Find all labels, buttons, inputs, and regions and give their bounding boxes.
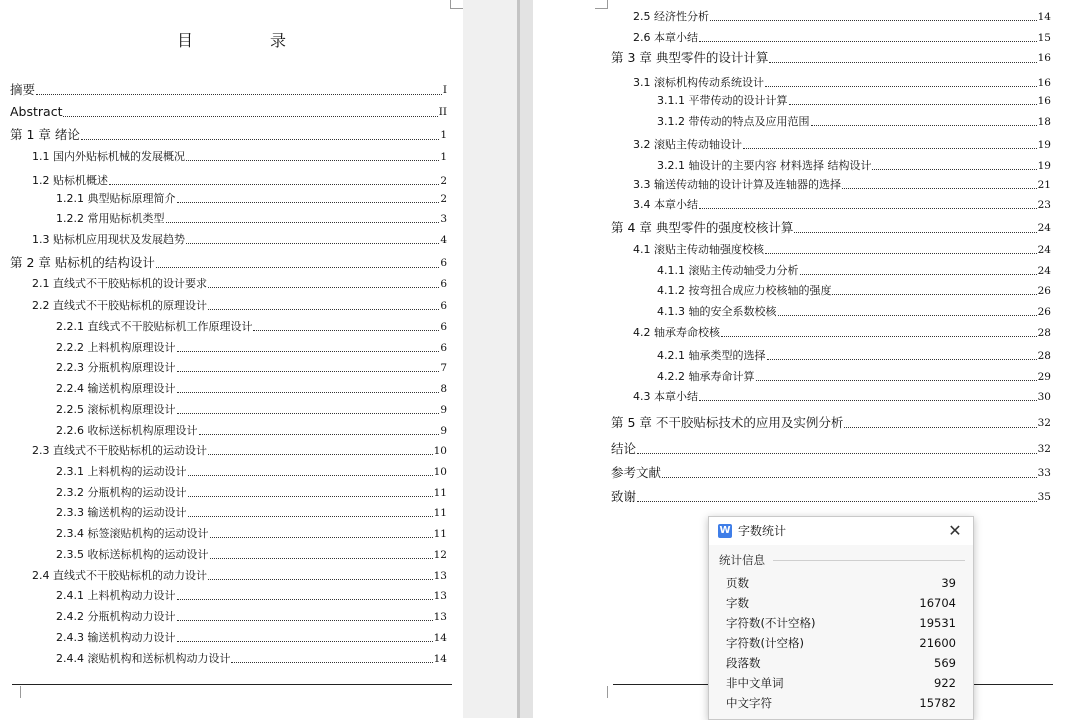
toc-leader-dots <box>662 477 1037 478</box>
toc-entry[interactable] <box>633 390 1051 404</box>
toc-entry-text: 2.1 直线式不干胶贴标机的设计要求 <box>32 277 207 290</box>
toc-leader-dots <box>767 359 1037 360</box>
toc-entry-text: 4.2.2 轴承寿命计算 <box>657 370 755 383</box>
toc-page-number: 23 <box>1037 199 1051 211</box>
toc-entry[interactable] <box>56 548 447 562</box>
toc-entry[interactable] <box>633 198 1051 212</box>
toc-entry[interactable] <box>56 589 447 603</box>
toc-leader-dots <box>253 330 439 331</box>
toc-page-number: 16 <box>1037 52 1051 64</box>
toc-leader-dots <box>637 453 1037 454</box>
toc-page-number: 32 <box>1037 443 1051 455</box>
margin-corner-mark <box>595 686 608 698</box>
toc-entry-text: 2.4.4 滚贴机构和送标机构动力设计 <box>56 652 231 665</box>
toc-entry[interactable] <box>56 424 447 438</box>
toc-entry-text: 2.4 直线式不干胶贴标机的动力设计 <box>32 569 207 582</box>
toc-entry-text: 2.3.5 收标送标机构的运动设计 <box>56 548 209 561</box>
toc-entry-text: 4.3 本章小结 <box>633 390 698 403</box>
toc-entry-text: 3.1.1 平带传动的设计计算 <box>657 94 788 107</box>
toc-entry[interactable] <box>56 506 447 520</box>
toc-entry[interactable] <box>56 403 447 417</box>
toc-page-number: I <box>442 84 447 96</box>
margin-corner-mark <box>450 0 463 9</box>
toc-page-number: 14 <box>1037 11 1051 23</box>
toc-leader-dots <box>177 641 433 642</box>
toc-page-number: 32 <box>1037 417 1051 429</box>
stat-value: 19531 <box>919 616 956 630</box>
toc-entry-text: 1.2.2 常用贴标机类型 <box>56 212 165 225</box>
toc-leader-dots <box>36 94 442 95</box>
toc-page-number: 26 <box>1037 285 1051 297</box>
toc-page-number: 6 <box>440 321 447 333</box>
toc-leader-dots <box>769 62 1036 63</box>
toc-page-number: 3 <box>440 213 447 225</box>
toc-entry-text: 2.3.2 分瓶机构的运动设计 <box>56 486 187 499</box>
toc-entry[interactable] <box>32 174 447 188</box>
toc-page-number: 10 <box>433 466 447 478</box>
margin-corner-mark <box>595 0 608 9</box>
toc-entry-text: 第 5 章 不干胶贴标技术的应用及实例分析 <box>611 415 844 430</box>
toc-leader-dots <box>210 537 433 538</box>
toc-page-number: 6 <box>440 257 447 269</box>
toc-leader-dots <box>832 294 1036 295</box>
toc-entry-text: 2.3 直线式不干胶贴标机的运动设计 <box>32 444 207 457</box>
stat-value: 922 <box>934 676 956 690</box>
toc-entry[interactable] <box>56 465 447 479</box>
toc-entry[interactable] <box>32 233 447 247</box>
word-count-dialog <box>708 516 974 720</box>
toc-leader-dots <box>794 232 1036 233</box>
toc-page-number: 8 <box>440 383 447 395</box>
toc-leader-dots <box>637 501 1037 502</box>
stat-row-chars-no-spaces <box>726 615 956 631</box>
toc-page-number: 4 <box>440 234 447 246</box>
toc-page-number: 15 <box>1037 32 1051 44</box>
toc-entry-text: 4.2.1 轴承类型的选择 <box>657 349 766 362</box>
toc-entry[interactable] <box>657 115 1051 129</box>
toc-page-number: 11 <box>433 528 447 540</box>
toc-leader-dots <box>721 336 1037 337</box>
toc-entry[interactable] <box>56 610 447 624</box>
toc-page-number: 26 <box>1037 306 1051 318</box>
toc-leader-dots <box>231 662 432 663</box>
toc-page-number: 1 <box>440 151 447 163</box>
toc-leader-dots <box>778 315 1037 316</box>
toc-entry-text: 2.2.6 收标送标机构原理设计 <box>56 424 198 437</box>
toc-entry-text: 4.1.1 滚贴主传动轴受力分析 <box>657 264 799 277</box>
toc-leader-dots <box>166 222 440 223</box>
toc-entry-text: 4.1.3 轴的安全系数校核 <box>657 305 777 318</box>
toc-entry[interactable] <box>56 527 447 541</box>
toc-entry[interactable] <box>56 652 447 666</box>
stat-label: 段落数 <box>726 656 761 670</box>
toc-leader-dots <box>872 169 1036 170</box>
toc-entry-text: 4.1.2 按弯扭合成应力校核轴的强度 <box>657 284 832 297</box>
stat-label: 字符数(计空格) <box>726 636 804 650</box>
toc-entry-text: 2.2.3 分瓶机构原理设计 <box>56 361 176 374</box>
toc-leader-dots <box>188 496 433 497</box>
toc-entry[interactable] <box>10 104 447 120</box>
toc-page-number: 2 <box>440 193 447 205</box>
toc-entry-text: 3.1 滚标机构传动系统设计 <box>633 76 764 89</box>
toc-page-number: 16 <box>1037 95 1051 107</box>
toc-leader-dots <box>177 202 440 203</box>
toc-entry[interactable] <box>611 489 1051 505</box>
toc-page-number: 29 <box>1037 371 1051 383</box>
toc-entry[interactable] <box>611 441 1051 457</box>
toc-entry[interactable] <box>10 82 447 98</box>
toc-page-number: 19 <box>1037 139 1051 151</box>
toc-page-number: 9 <box>440 404 447 416</box>
toc-page-number: 6 <box>440 278 447 290</box>
toc-page-number: 6 <box>440 342 447 354</box>
stat-row-pages <box>726 575 956 591</box>
stat-value: 15782 <box>919 696 956 710</box>
toc-entry-text: 1.1 国内外贴标机械的发展概况 <box>32 150 185 163</box>
toc-entry-text: 2.4.2 分瓶机构动力设计 <box>56 610 176 623</box>
toc-page-number: 24 <box>1037 244 1051 256</box>
toc-entry-text: 4.1 滚贴主传动轴强度校核 <box>633 243 764 256</box>
toc-entry[interactable] <box>633 10 1051 24</box>
toc-entry-text: 2.3.4 标签滚贴机构的运动设计 <box>56 527 209 540</box>
toc-entry[interactable] <box>657 159 1051 173</box>
toc-page-number: 24 <box>1037 222 1051 234</box>
toc-entry[interactable] <box>657 305 1051 319</box>
toc-entry-text: 第 1 章 绪论 <box>10 127 80 142</box>
toc-page-number: 10 <box>433 445 447 457</box>
toc-page-number: 13 <box>433 570 447 582</box>
toc-page-number: 14 <box>433 632 447 644</box>
toc-leader-dots <box>844 427 1036 428</box>
toc-page-number: 12 <box>433 549 447 561</box>
toc-entry-text: 2.4.1 上料机构动力设计 <box>56 589 176 602</box>
toc-entry-text: 2.3.1 上料机构的运动设计 <box>56 465 187 478</box>
toc-entry[interactable] <box>32 444 447 458</box>
toc-leader-dots <box>177 620 433 621</box>
stat-value: 569 <box>934 656 956 670</box>
toc-leader-dots <box>63 116 437 117</box>
toc-entry-text: 第 4 章 典型零件的强度校核计算 <box>611 220 794 235</box>
toc-entry[interactable] <box>633 76 1051 90</box>
toc-entry-text: 2.5 经济性分析 <box>633 10 709 23</box>
toc-leader-dots <box>81 139 439 140</box>
toc-leader-dots <box>156 267 439 268</box>
toc-leader-dots <box>199 434 440 435</box>
toc-page-number: 28 <box>1037 327 1051 339</box>
toc-leader-dots <box>188 475 433 476</box>
toc-entry-text: 2.2.2 上料机构原理设计 <box>56 341 176 354</box>
toc-entry-text: 致谢 <box>611 489 637 504</box>
toc-page-number: 24 <box>1037 265 1051 277</box>
toc-entry-text: 2.6 本章小结 <box>633 31 698 44</box>
toc-page-number: 35 <box>1037 491 1051 503</box>
dialog-title: 字数统计 <box>738 524 787 538</box>
toc-leader-dots <box>710 20 1037 21</box>
stat-value: 39 <box>941 576 956 590</box>
toc-entry[interactable] <box>633 326 1051 340</box>
margin-corner-mark <box>8 686 21 698</box>
stat-label: 中文字符 <box>726 696 772 710</box>
toc-entry[interactable] <box>56 341 447 355</box>
toc-entry-text: 3.2.1 轴设计的主要内容 材料选择 结构设计 <box>657 159 872 172</box>
toc-leader-dots <box>765 86 1037 87</box>
toc-leader-dots <box>177 599 433 600</box>
toc-leader-dots <box>109 184 439 185</box>
toc-page-number: 2 <box>440 175 447 187</box>
toc-page-number: 11 <box>433 487 447 499</box>
toc-page-number: 21 <box>1037 179 1051 191</box>
toc-entry-text: 3.1.2 带传动的特点及应用范围 <box>657 115 810 128</box>
toc-entry[interactable] <box>633 138 1051 152</box>
stat-label: 字符数(不计空格) <box>726 616 816 630</box>
toc-entry-text: 2.2.5 滚标机构原理设计 <box>56 403 176 416</box>
toc-entry-text: 1.2 贴标机概述 <box>32 174 108 187</box>
stat-row-chars-with-spaces <box>726 635 956 651</box>
toc-entry[interactable] <box>657 94 1051 108</box>
toc-entry-text: 3.2 滚贴主传动轴设计 <box>633 138 742 151</box>
toc-leader-dots <box>208 579 433 580</box>
toc-entry[interactable] <box>56 192 447 206</box>
toc-page-number: 18 <box>1037 116 1051 128</box>
toc-entry-text: 参考文献 <box>611 465 662 480</box>
toc-page-number: 19 <box>1037 160 1051 172</box>
toc-page-number: 11 <box>433 507 447 519</box>
toc-leader-dots <box>188 516 433 517</box>
toc-page-number: 1 <box>440 129 447 141</box>
toc-entry[interactable] <box>657 284 1051 298</box>
stat-row-paragraphs <box>726 655 956 671</box>
toc-entry[interactable] <box>56 361 447 375</box>
toc-entry[interactable] <box>657 370 1051 384</box>
toc-entry-text: 摘要 <box>10 82 36 97</box>
toc-entry[interactable] <box>56 486 447 500</box>
document-page-left <box>0 0 463 718</box>
toc-entry[interactable] <box>633 31 1051 45</box>
stat-row-chinese-chars <box>726 695 956 711</box>
toc-entry[interactable] <box>611 220 1051 236</box>
toc-leader-dots <box>208 287 439 288</box>
toc-leader-dots <box>208 454 433 455</box>
toc-page-number: 7 <box>440 362 447 374</box>
toc-entry[interactable] <box>657 264 1051 278</box>
toc-leader-dots <box>208 309 439 310</box>
toc-entry[interactable] <box>32 299 447 313</box>
stat-label: 字数 <box>726 596 749 610</box>
stat-value: 16704 <box>919 596 956 610</box>
toc-entry[interactable] <box>657 349 1051 363</box>
toc-page-number: 14 <box>433 653 447 665</box>
toc-page-number: 33 <box>1037 467 1051 479</box>
toc-leader-dots <box>177 371 440 372</box>
toc-leader-dots <box>177 351 440 352</box>
toc-leader-dots <box>186 243 439 244</box>
toc-entry-text: 结论 <box>611 441 637 456</box>
toc-entry-text: 2.4.3 输送机构动力设计 <box>56 631 176 644</box>
toc-entry-text: 4.2 轴承寿命校核 <box>633 326 720 339</box>
page-bottom-rule <box>12 684 452 685</box>
toc-entry[interactable] <box>56 631 447 645</box>
toc-entry-text: 3.3 输送传动轴的设计计算及连轴器的选择 <box>633 178 841 191</box>
toc-entry[interactable] <box>633 178 1051 192</box>
close-icon[interactable]: ✕ <box>948 521 962 540</box>
toc-entry-text: 第 3 章 典型零件的设计计算 <box>611 50 769 65</box>
toc-leader-dots <box>842 188 1037 189</box>
toc-entry-text: 2.2 直线式不干胶贴标机的原理设计 <box>32 299 207 312</box>
stat-row-non-chinese-words <box>726 675 956 691</box>
toc-entry[interactable] <box>611 50 1051 66</box>
stat-value: 21600 <box>919 636 956 650</box>
toc-leader-dots <box>177 413 440 414</box>
toc-entry[interactable] <box>56 320 447 334</box>
toc-leader-dots <box>699 41 1037 42</box>
toc-entry[interactable] <box>611 465 1051 481</box>
dialog-titlebar[interactable] <box>709 517 973 545</box>
toc-entry-text: 3.4 本章小结 <box>633 198 698 211</box>
page-shadow <box>520 0 533 718</box>
toc-leader-dots <box>743 148 1037 149</box>
toc-page-number: 13 <box>433 611 447 623</box>
toc-entry[interactable] <box>10 255 447 271</box>
wps-writer-icon: W <box>719 525 731 536</box>
toc-entry-text: 1.3 贴标机应用现状及发展趋势 <box>32 233 185 246</box>
toc-entry[interactable] <box>32 150 447 164</box>
toc-page-number: 6 <box>440 300 447 312</box>
toc-leader-dots <box>800 274 1037 275</box>
toc-entry[interactable] <box>633 243 1051 257</box>
toc-entry[interactable] <box>56 212 447 226</box>
toc-entry[interactable] <box>32 277 447 291</box>
toc-leader-dots <box>177 392 440 393</box>
toc-entry-text: Abstract <box>10 104 63 119</box>
toc-leader-dots <box>186 160 439 161</box>
toc-leader-dots <box>699 400 1037 401</box>
toc-page-number: II <box>438 106 447 118</box>
toc-entry-text: 2.3.3 输送机构的运动设计 <box>56 506 187 519</box>
toc-leader-dots <box>756 380 1037 381</box>
toc-page-number: 13 <box>433 590 447 602</box>
toc-leader-dots <box>811 125 1037 126</box>
toc-entry-text: 2.2.4 输送机构原理设计 <box>56 382 176 395</box>
toc-page-number: 9 <box>440 425 447 437</box>
toc-page-number: 30 <box>1037 391 1051 403</box>
toc-entry-text: 1.2.1 典型贴标原理简介 <box>56 192 176 205</box>
stat-label: 非中文单词 <box>726 676 784 690</box>
toc-page-number: 16 <box>1037 77 1051 89</box>
toc-title: 目 录 <box>176 31 323 50</box>
section-divider <box>773 560 965 561</box>
toc-leader-dots <box>210 558 433 559</box>
stat-row-words <box>726 595 956 611</box>
stats-section-heading: 统计信息 <box>719 553 765 567</box>
toc-entry[interactable] <box>32 569 447 583</box>
toc-leader-dots <box>699 208 1037 209</box>
toc-entry-text: 2.2.1 直线式不干胶贴标机工作原理设计 <box>56 320 253 333</box>
toc-leader-dots <box>765 253 1037 254</box>
toc-entry-text: 第 2 章 贴标机的结构设计 <box>10 255 155 270</box>
stat-label: 页数 <box>726 576 749 590</box>
toc-entry[interactable] <box>56 382 447 396</box>
toc-page-number: 28 <box>1037 350 1051 362</box>
toc-leader-dots <box>789 104 1037 105</box>
toc-entry[interactable] <box>10 127 447 143</box>
toc-entry[interactable] <box>611 415 1051 431</box>
